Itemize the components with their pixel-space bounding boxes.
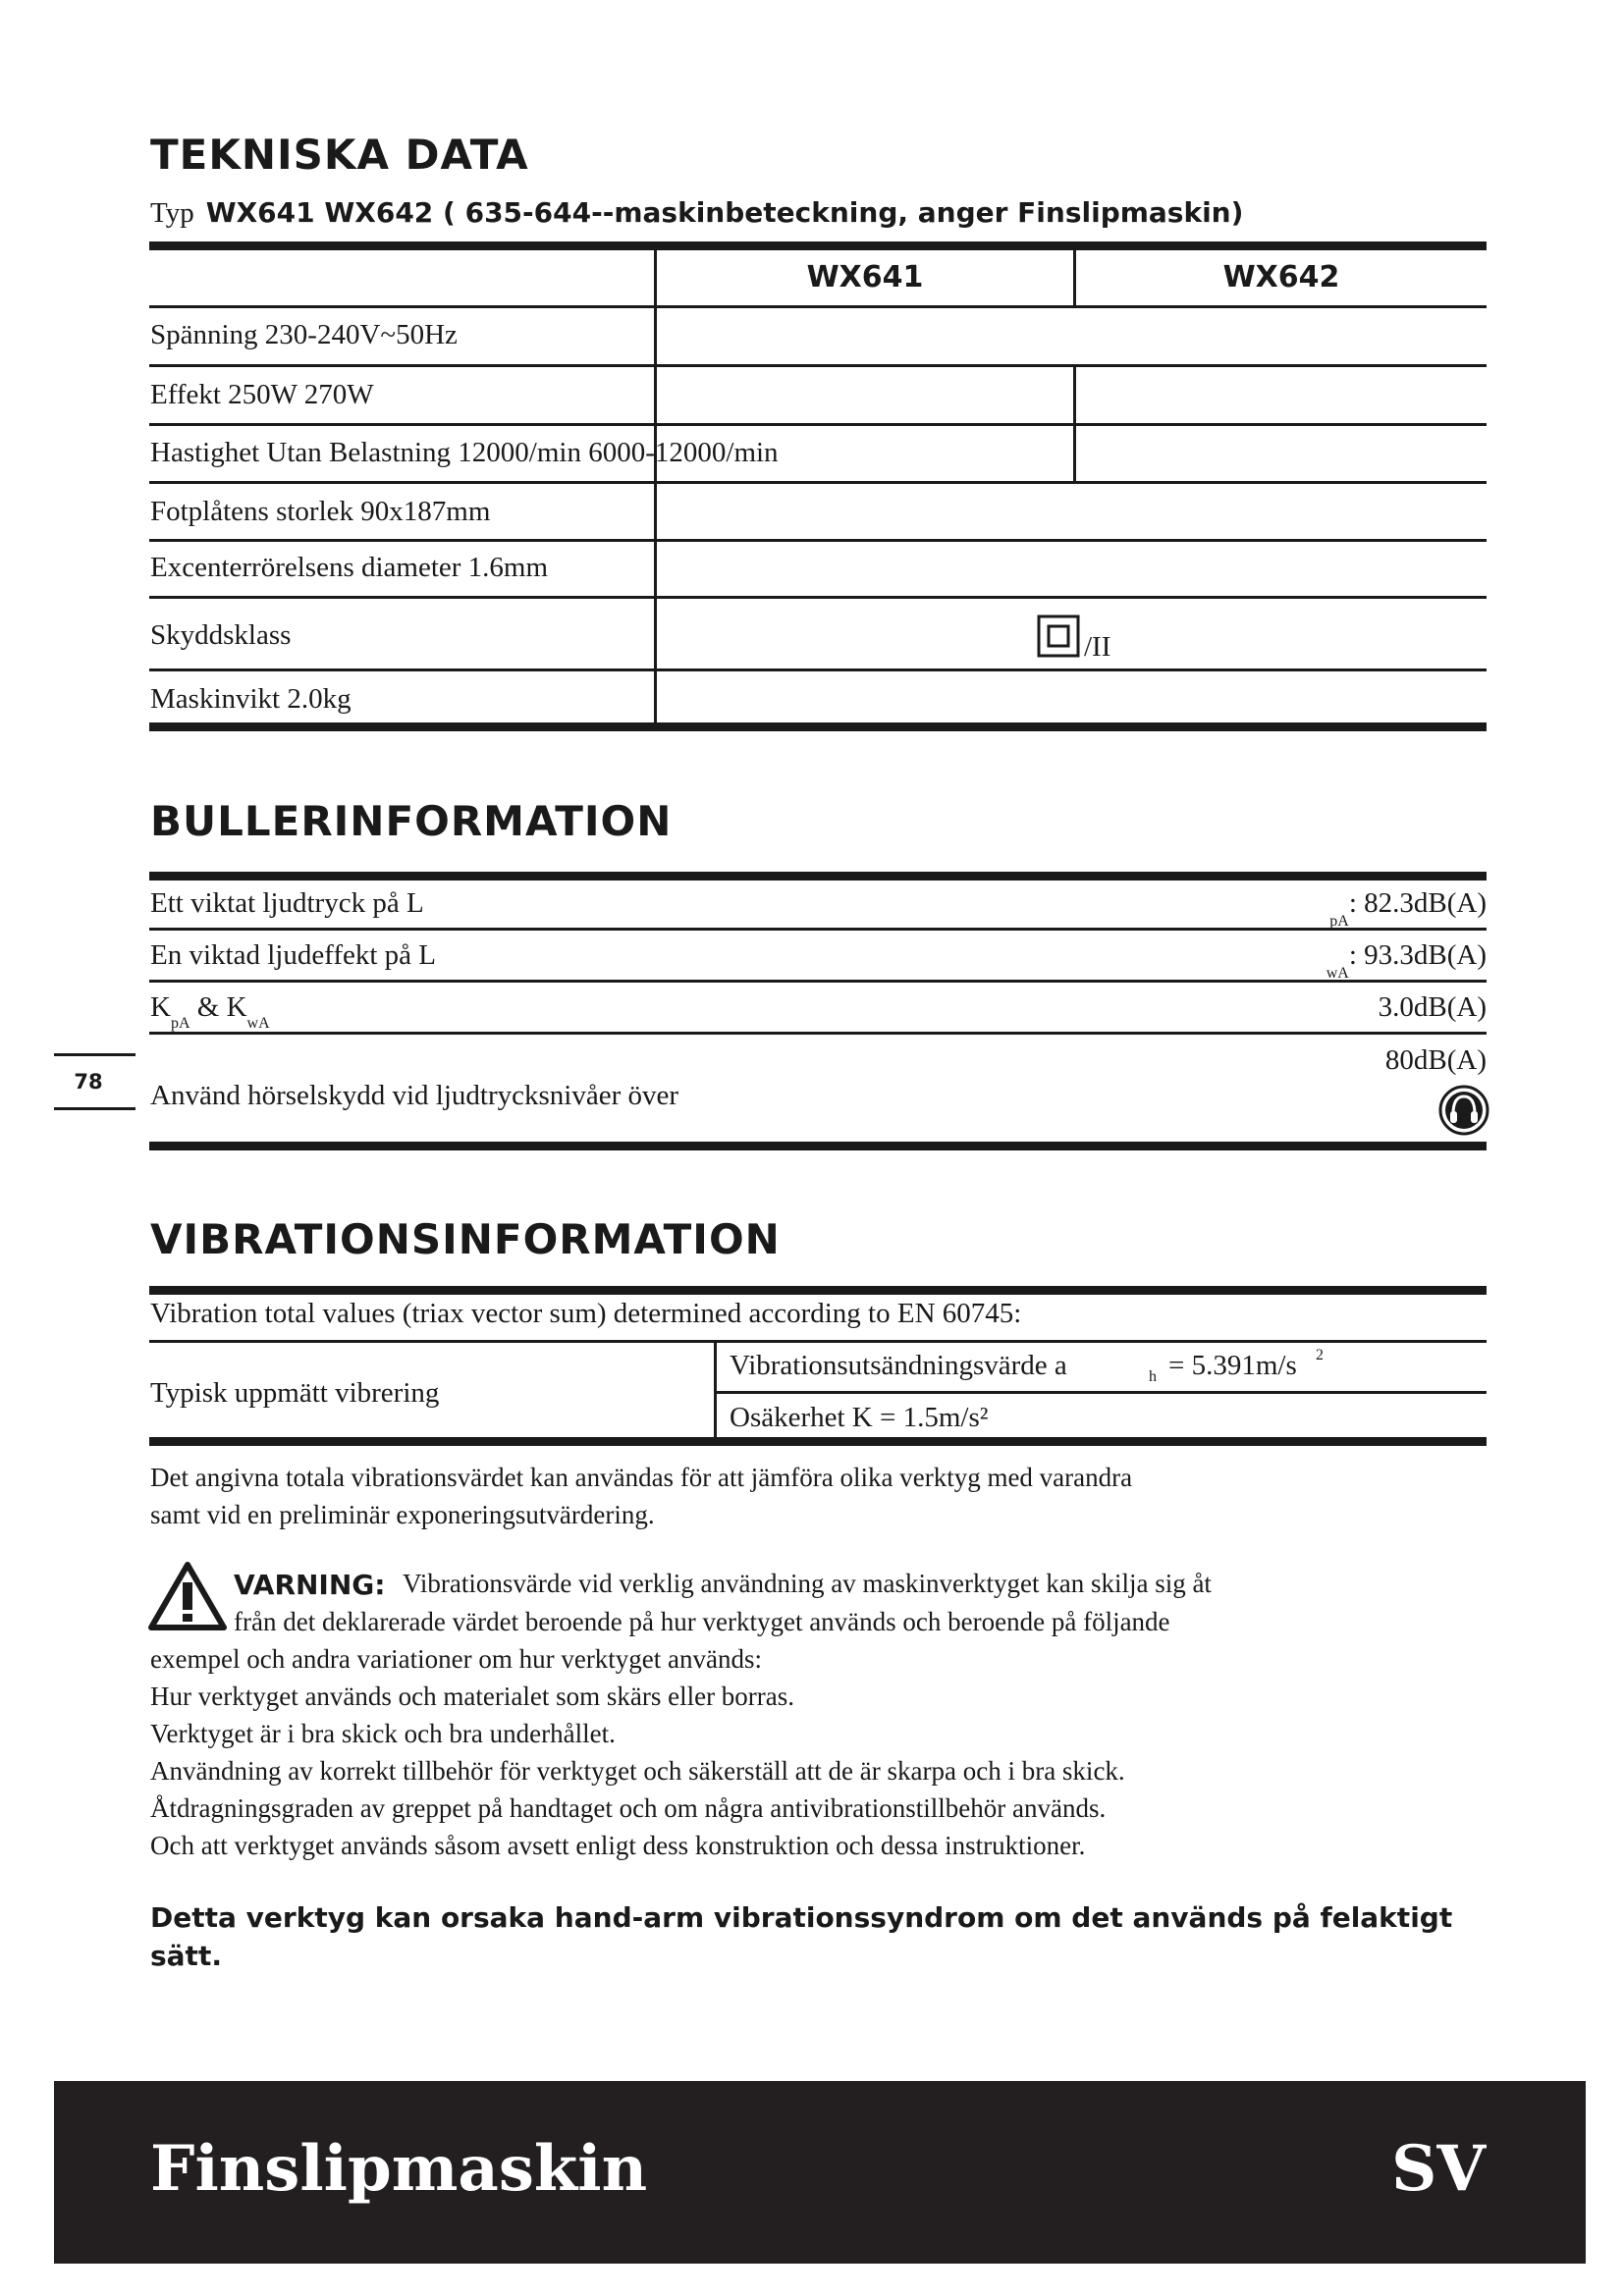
vibration-intro: Vibration total values (triax vector sum) determined according to EN 60745:	[150, 1298, 1022, 1329]
double-square-icon	[1037, 614, 1080, 658]
noise-row-value	[1031, 887, 1487, 930]
noise-row-label: En viktad ljudeffekt på L	[150, 939, 436, 971]
vibration-superscript: 2	[1316, 1347, 1324, 1363]
warning-line: Åtdragningsgraden av greppet på handtaget och om några antivibrationstillbehör används.	[150, 1793, 1107, 1823]
warning-line: exempel och andra variationer om hur verktyget används:	[150, 1644, 763, 1674]
noise-top-rule	[149, 872, 1487, 881]
ear-protection-icon	[1438, 1085, 1489, 1136]
vibration-emission-value: = 5.391m/s	[1168, 1350, 1297, 1381]
warning-line: Användning av korrekt tillbehör för verktyget och säkerställ att de är skarpa och i bra skick.	[150, 1756, 1125, 1786]
spec-row: Effekt 250W 270W	[150, 379, 374, 410]
vibration-bottom-rule	[149, 1437, 1487, 1446]
vibration-rule	[149, 1340, 1487, 1343]
noise-row-subscript: pA	[1329, 913, 1349, 930]
noise-row-subscript: wA	[1326, 965, 1349, 982]
vibration-paragraph-line: samt vid en preliminär exponeringsutvärdering.	[150, 1500, 655, 1529]
table-rule	[149, 596, 1487, 599]
vibration-rule	[717, 1391, 1487, 1394]
type-models: WX641 WX642 ( 635-644--maskinbeteckning, anger Finslipmaskin)	[205, 196, 1244, 229]
noise-rule	[149, 980, 1487, 983]
spec-row: Maskinvikt 2.0kg	[150, 683, 352, 715]
spec-row: Spänning 230-240V~50Hz	[150, 319, 458, 350]
table-divider	[1073, 365, 1076, 483]
table-rule	[149, 364, 1487, 367]
k-symbol: K	[150, 991, 171, 1023]
warning-triangle-icon	[147, 1561, 228, 1631]
section-heading-buller: BULLERINFORMATION	[150, 797, 673, 845]
page-tab-rule	[54, 1053, 135, 1056]
vibration-uncertainty: Osäkerhet K = 1.5m/s²	[730, 1402, 989, 1433]
type-prefix: Typ	[150, 197, 194, 229]
section-heading-tekniska: TEKNISKA DATA	[150, 131, 529, 179]
col-header-wx641: WX641	[806, 260, 924, 294]
hand-arm-warning: Detta verktyg kan orsaka hand-arm vibrationssyndrom om det används på felaktigt	[150, 1901, 1453, 1934]
warning-line: Vibrationsvärde vid verklig användning av maskinverktyget kan skilja sig åt	[403, 1569, 1212, 1598]
warning-title: VARNING:	[234, 1569, 386, 1601]
noise-rule	[149, 928, 1487, 931]
page-tab-rule	[54, 1107, 135, 1110]
vibration-top-rule	[149, 1286, 1487, 1295]
table-rule	[149, 539, 1487, 542]
spec-row: Fotplåtens storlek 90x187mm	[150, 496, 491, 527]
protection-class-suffix: /II	[1084, 631, 1111, 663]
k-subscript: wA	[246, 1015, 270, 1032]
noise-row-value: 3.0dB(A)	[1378, 991, 1487, 1023]
noise-row-number: : 82.3dB(A)	[1348, 887, 1487, 919]
ear-protection-note: Använd hörselskydd vid ljudtrycksnivåer över	[150, 1080, 679, 1111]
noise-rule	[149, 1032, 1487, 1035]
table-bottom-rule	[149, 722, 1487, 731]
spec-row: Hastighet Utan Belastning 12000/min 6000-12000/min	[150, 437, 779, 468]
table-top-rule	[149, 241, 1487, 250]
noise-row-label	[150, 991, 270, 1032]
warning-line: Hur verktyget används och materialet som skärs eller borras.	[150, 1682, 795, 1711]
vibration-subscript: h	[1149, 1368, 1157, 1385]
vibration-emission-label: Vibrationsutsändningsvärde a	[730, 1350, 1067, 1381]
k-subscript: pA	[170, 1015, 190, 1032]
type-line	[150, 196, 1243, 230]
table-rule	[149, 423, 1487, 426]
warning-line: Verktyget är i bra skick och bra underhållet.	[150, 1719, 616, 1748]
noise-row-label: Ett viktat ljudtryck på L	[150, 887, 424, 919]
hand-arm-warning: sätt.	[150, 1940, 222, 1972]
warning-line: från det deklarerade värdet beroende på hur verktyget används och beroende på följande	[234, 1607, 1170, 1636]
footer-language: SV	[1391, 2132, 1486, 2206]
table-divider	[654, 250, 657, 722]
noise-bottom-rule	[149, 1142, 1487, 1150]
spec-row: Excenterrörelsens diameter 1.6mm	[150, 552, 549, 583]
table-rule	[149, 481, 1487, 484]
table-rule	[149, 305, 1487, 308]
footer-band	[54, 2081, 1586, 2264]
spec-row: Skyddsklass	[150, 619, 292, 651]
noise-threshold-value: 80dB(A)	[1384, 1044, 1487, 1076]
col-header-wx642: WX642	[1222, 260, 1340, 294]
vibration-left-label: Typisk uppmätt vibrering	[150, 1377, 440, 1409]
page-number: 78	[74, 1070, 103, 1094]
section-heading-vibration: VIBRATIONSINFORMATION	[150, 1215, 781, 1263]
k-separator: & K	[189, 991, 247, 1023]
vibration-divider	[714, 1343, 717, 1437]
footer-title: Finslipmaskin	[150, 2132, 648, 2206]
noise-row-value	[1031, 939, 1487, 982]
vibration-paragraph-line: Det angivna totala vibrationsvärdet kan användas för att jämföra olika verktyg med varandra	[150, 1463, 1133, 1492]
table-rule	[149, 668, 1487, 671]
noise-row-number: : 93.3dB(A)	[1348, 939, 1487, 971]
warning-line: Och att verktyget används såsom avsett enligt dess konstruktion och dessa instruktioner.	[150, 1831, 1086, 1860]
